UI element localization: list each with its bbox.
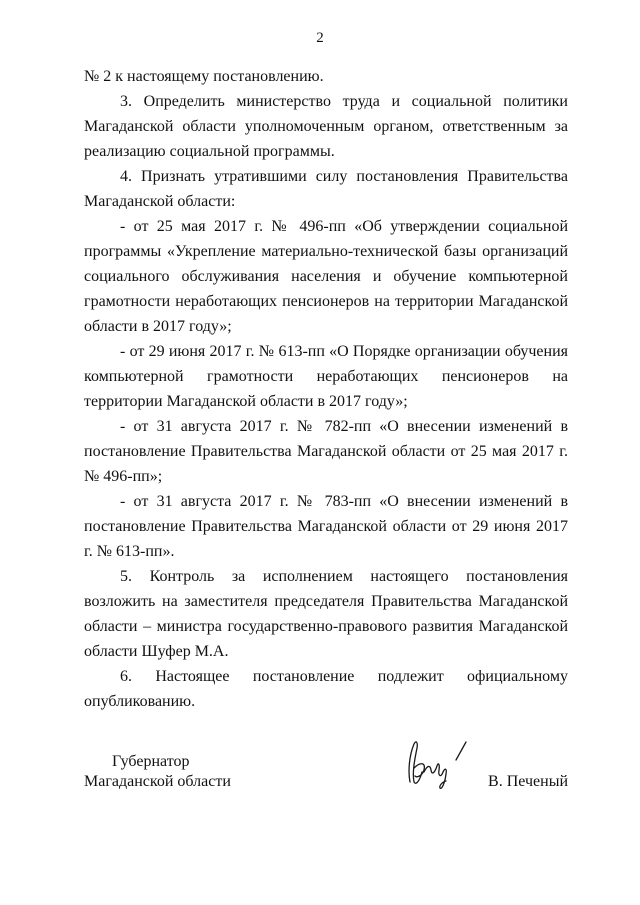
signatory-title-line1: Губернатор	[112, 753, 190, 770]
paragraph-appendix-ref: № 2 к настоящему постановлению.	[84, 68, 324, 85]
paragraph-item-3: 3. Определить министерство труда и социальной политики Магаданской области уполномоченным органом, ответственным за реализацию социальной программы.	[84, 93, 568, 160]
handwritten-signature-icon	[400, 732, 480, 794]
paragraph-item-6: 6. Настоящее постановление подлежит официальному опубликованию.	[84, 668, 568, 710]
page-number: 2	[316, 30, 324, 46]
signature-block	[84, 752, 568, 812]
paragraph-repeal-783: - от 31 августа 2017 г. № 783-пп «О внесении изменений в постановление Правительства Магаданской области от 29 июня 2017 г. № 613-пп».	[84, 493, 568, 560]
paragraph-repeal-496: - от 25 мая 2017 г. № 496-пп «Об утверждении социальной программы «Укрепление материально-технической базы организаций социального обслуживания населения и обучение компьютерной грамотности неработающих пенсионеров на территории Магаданской области в 2017 году»;	[84, 218, 568, 335]
signatory-name: В. Печеный	[488, 773, 568, 790]
document-body	[84, 64, 568, 714]
signatory-title	[84, 752, 234, 792]
paragraph-repeal-613: - от 29 июня 2017 г. № 613-пп «О Порядке организации обучения компьютерной грамотности неработающих пенсионеров на территории Магаданской области в 2017 году»;	[84, 343, 568, 410]
paragraph-item-4: 4. Признать утратившими силу постановления Правительства Магаданской области:	[84, 168, 568, 210]
signatory-title-line2: Магаданской области	[84, 773, 231, 790]
paragraph-item-5: 5. Контроль за исполнением настоящего постановления возложить на заместителя председателя Правительства Магаданской области – министра государственно-правового развития Магаданской области Шуфер М.А.	[84, 568, 568, 660]
paragraph-repeal-782: - от 31 августа 2017 г. № 782-пп «О внесении изменений в постановление Правительства Магаданской области от 25 мая 2017 г. № 496-пп»;	[84, 418, 568, 485]
